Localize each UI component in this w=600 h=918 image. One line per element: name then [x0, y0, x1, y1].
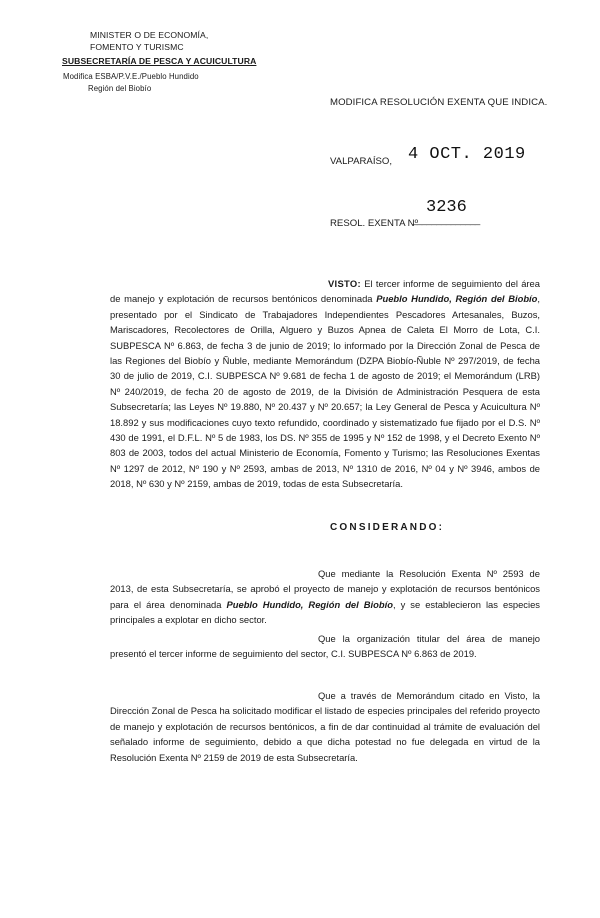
place-label: VALPARAÍSO, — [330, 156, 393, 167]
considerando-paragraph-3: Que a través de Memorándum citado en Visto, la Dirección Zonal de Pesca ha solicitado modificar el listado de especies principales del referido proyecto de manejo y explotación de recursos bentónicos, a fin de dar continuidad al trámite de evaluación del señalado informe de seguimiento, debido a que dicha potestad no fue delegada en virtud de la Resolución Exenta Nº 2159 de 2019 de esta Subsecretaría. — [110, 690, 540, 763]
visto-area-name: Pueblo Hundido, Región del Biobío — [376, 293, 538, 305]
ministry-name-line2: FOMENTO Y TURISMC — [90, 42, 184, 52]
visto-text-1: El tercer informe de seguimiento del área de manejo y explotación de recursos bentónicos denominada — [110, 278, 540, 305]
subsecretaria-name: SUBSECRETARÍA DE PESCA Y ACUICULTURA — [62, 56, 257, 66]
visto-paragraph — [110, 276, 540, 492]
p1-text-b: , y se establecieron las especies principales a explotar en dicho sector. — [110, 598, 540, 626]
considerando-heading: CONSIDERANDO: — [330, 522, 445, 533]
resolution-label: RESOL. EXENTA Nº — [330, 218, 419, 229]
resolution-number: 3236 — [426, 198, 467, 217]
considerando-paragraph-1 — [110, 566, 540, 628]
visto-label: VISTO: — [328, 278, 361, 289]
region-label: Región del Biobío — [88, 84, 152, 93]
document-code: Modifica ESBA/P.V.E./Pueblo Hundido — [63, 72, 199, 81]
reference-line: MODIFICA RESOLUCIÓN EXENTA QUE INDICA. — [330, 97, 548, 108]
p1-area-name: Pueblo Hundido, Región del Biobío — [226, 598, 393, 610]
date-stamp: 4 OCT. 2019 — [408, 145, 526, 164]
ministry-name-line1: MINISTER O DE ECONOMÍA, — [90, 30, 209, 40]
resolution-blank-line: ______________ — [412, 215, 480, 226]
p1-text-a: Que mediante la Resolución Exenta Nº 2593 de 2013, de esta Subsecretaría, se aprobó el proyecto de manejo y explotación de recursos bentónicos para el área denominada — [110, 568, 540, 610]
visto-text-2: , presentado por el Sindicato de Trabajadores Independientes Pescadores Artesanales, Buzos, Mariscadores, Recolectores de Orilla, Alguero y Buzos Apnea de Caleta El Morro de Lota, C.I. SUBPESCA Nº 6.863, de fecha 3 de junio de 2019; lo informado por la Dirección Zonal de Pesca de las Regiones del Biobío y Ñuble, mediante Memorándum (DZPA Biobío-Ñuble Nº 297/2019, de fecha 30 de julio de 2019, C.I. SUBPESCA Nº 9.681 de fecha 1 de agosto de 2019; el Memorándum (LRB) Nº 240/2019, de fecha 20 de agosto de 2019, de la División de Administración Pesquera de esta Subsecretaría; las Leyes Nº 19.880, Nº 20.437 y Nº 20.657; la Ley General de Pesca y Acuicultura Nº 18.892 y sus modificaciones cuyo texto refundido, coordinado y sistematizado fue fijado por el D.S. Nº 430 de 1991, el D.F.L. Nº 5 de 1983, los DS. Nº 355 de 1995 y Nº 152 de 1998, y el Decreto Exento Nº 803 de 2003, todos del actual Ministerio de Economía, Fomento y Turismo; las Resoluciones Exentas Nº 1297 de 2012, Nº 190 y Nº 2593, ambas de 2013, Nº 1310 de 2016, Nº 04 y Nº 3946, ambos de 2018, Nº 630 y Nº 2159, ambas de 2019, todas de esta Subsecretaría. — [110, 293, 540, 490]
considerando-paragraph-2: Que la organización titular del área de manejo presentó el tercer informe de seguimiento del sector, C.I. SUBPESCA Nº 6.863 de 2019. — [110, 633, 540, 660]
